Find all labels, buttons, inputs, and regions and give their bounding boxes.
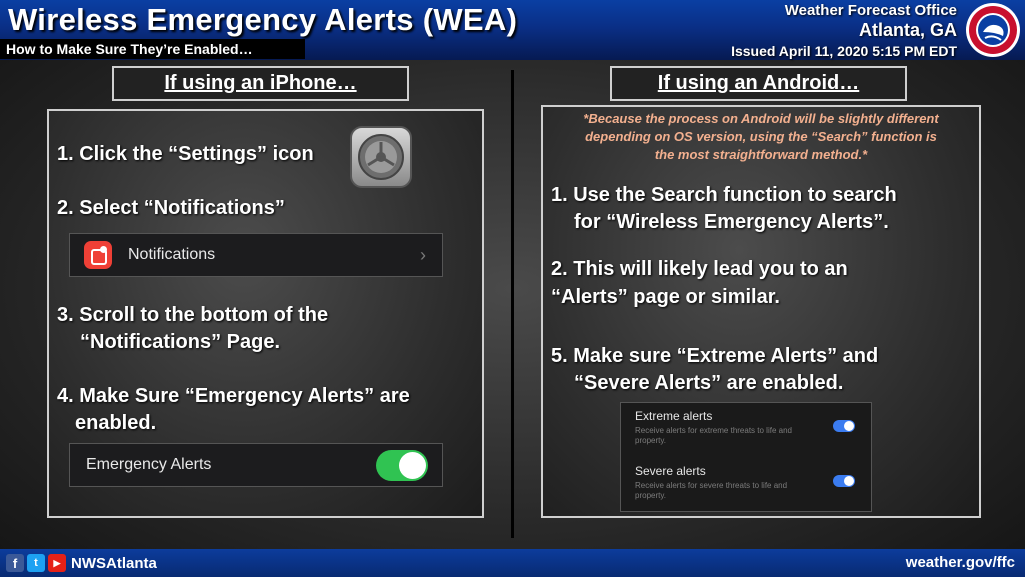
office-location: Atlanta, GA: [858, 20, 957, 40]
toggle-knob: [844, 476, 854, 486]
android-heading: If using an Android…: [610, 66, 907, 101]
issued-timestamp: Issued April 11, 2020 5:15 PM EDT: [731, 43, 957, 59]
extreme-alerts-toggle[interactable]: [833, 420, 855, 432]
settings-gear-icon: [350, 126, 412, 188]
emergency-alerts-label: Emergency Alerts: [86, 456, 212, 473]
android-step-1-line2: for “Wireless Emergency Alerts”.: [574, 211, 889, 233]
twitter-icon[interactable]: t: [27, 554, 45, 572]
emergency-alerts-toggle[interactable]: [376, 450, 428, 481]
severe-alerts-desc: Receive alerts for severe threats to life and property.: [635, 481, 788, 500]
notifications-row[interactable]: [69, 233, 443, 277]
extreme-alerts-desc: Receive alerts for extreme threats to life and property.: [635, 426, 792, 445]
page-subtitle: How to Make Sure They’re Enabled…: [0, 39, 305, 59]
youtube-icon[interactable]: ▶: [48, 554, 66, 572]
iphone-step-3-line1: 3. Scroll to the bottom of the: [57, 304, 329, 326]
chevron-right-icon: ›: [420, 244, 426, 265]
office-name: Weather Forecast Office: [784, 2, 957, 19]
extreme-alerts-title: Extreme alerts: [635, 409, 713, 423]
android-note: [548, 110, 974, 164]
severe-alerts-toggle[interactable]: [833, 475, 855, 487]
android-alerts-settings: [620, 402, 872, 512]
extreme-alerts-item[interactable]: [635, 409, 855, 446]
android-note-line3: the most straightforward method.*: [654, 147, 868, 162]
severe-alerts-item[interactable]: [635, 464, 855, 501]
android-note-line2: depending on OS version, using the “Search” function is: [585, 129, 937, 144]
header-bar: [0, 0, 1025, 60]
footer-bar: [0, 549, 1025, 577]
toggle-knob: [399, 452, 426, 479]
nws-logo-icon: [965, 2, 1021, 58]
website-link[interactable]: weather.gov/ffc: [905, 554, 1015, 571]
page-title: Wireless Emergency Alerts (WEA): [8, 2, 518, 37]
notifications-app-icon: [84, 241, 112, 269]
iphone-step-4-line2: enabled.: [75, 412, 157, 434]
section-divider: [511, 70, 514, 538]
notifications-row-label: Notifications: [128, 246, 216, 263]
android-step-5-line2: “Severe Alerts” are enabled.: [574, 372, 844, 394]
office-info: [731, 2, 957, 59]
social-links: [6, 554, 157, 572]
iphone-step-1: 1. Click the “Settings” icon: [57, 143, 314, 165]
android-step-5-line1: 5. Make sure “Extreme Alerts” and: [551, 345, 879, 367]
iphone-step-3-line2: “Notifications” Page.: [80, 331, 281, 353]
iphone-heading: If using an iPhone…: [112, 66, 409, 101]
social-handle[interactable]: NWSAtlanta: [71, 554, 157, 572]
toggle-knob: [844, 421, 854, 431]
android-step-1-line1: 1. Use the Search function to search: [551, 184, 897, 206]
android-note-line1: *Because the process on Android will be slightly different: [583, 111, 939, 126]
iphone-step-2: 2. Select “Notifications”: [57, 197, 285, 219]
emergency-alerts-row: [69, 443, 443, 487]
severe-alerts-title: Severe alerts: [635, 464, 706, 478]
android-step-2-line2: “Alerts” page or similar.: [551, 286, 780, 308]
android-step-2-line1: 2. This will likely lead you to an: [551, 258, 848, 280]
iphone-step-4-line1: 4. Make Sure “Emergency Alerts” are: [57, 385, 410, 407]
facebook-icon[interactable]: f: [6, 554, 24, 572]
